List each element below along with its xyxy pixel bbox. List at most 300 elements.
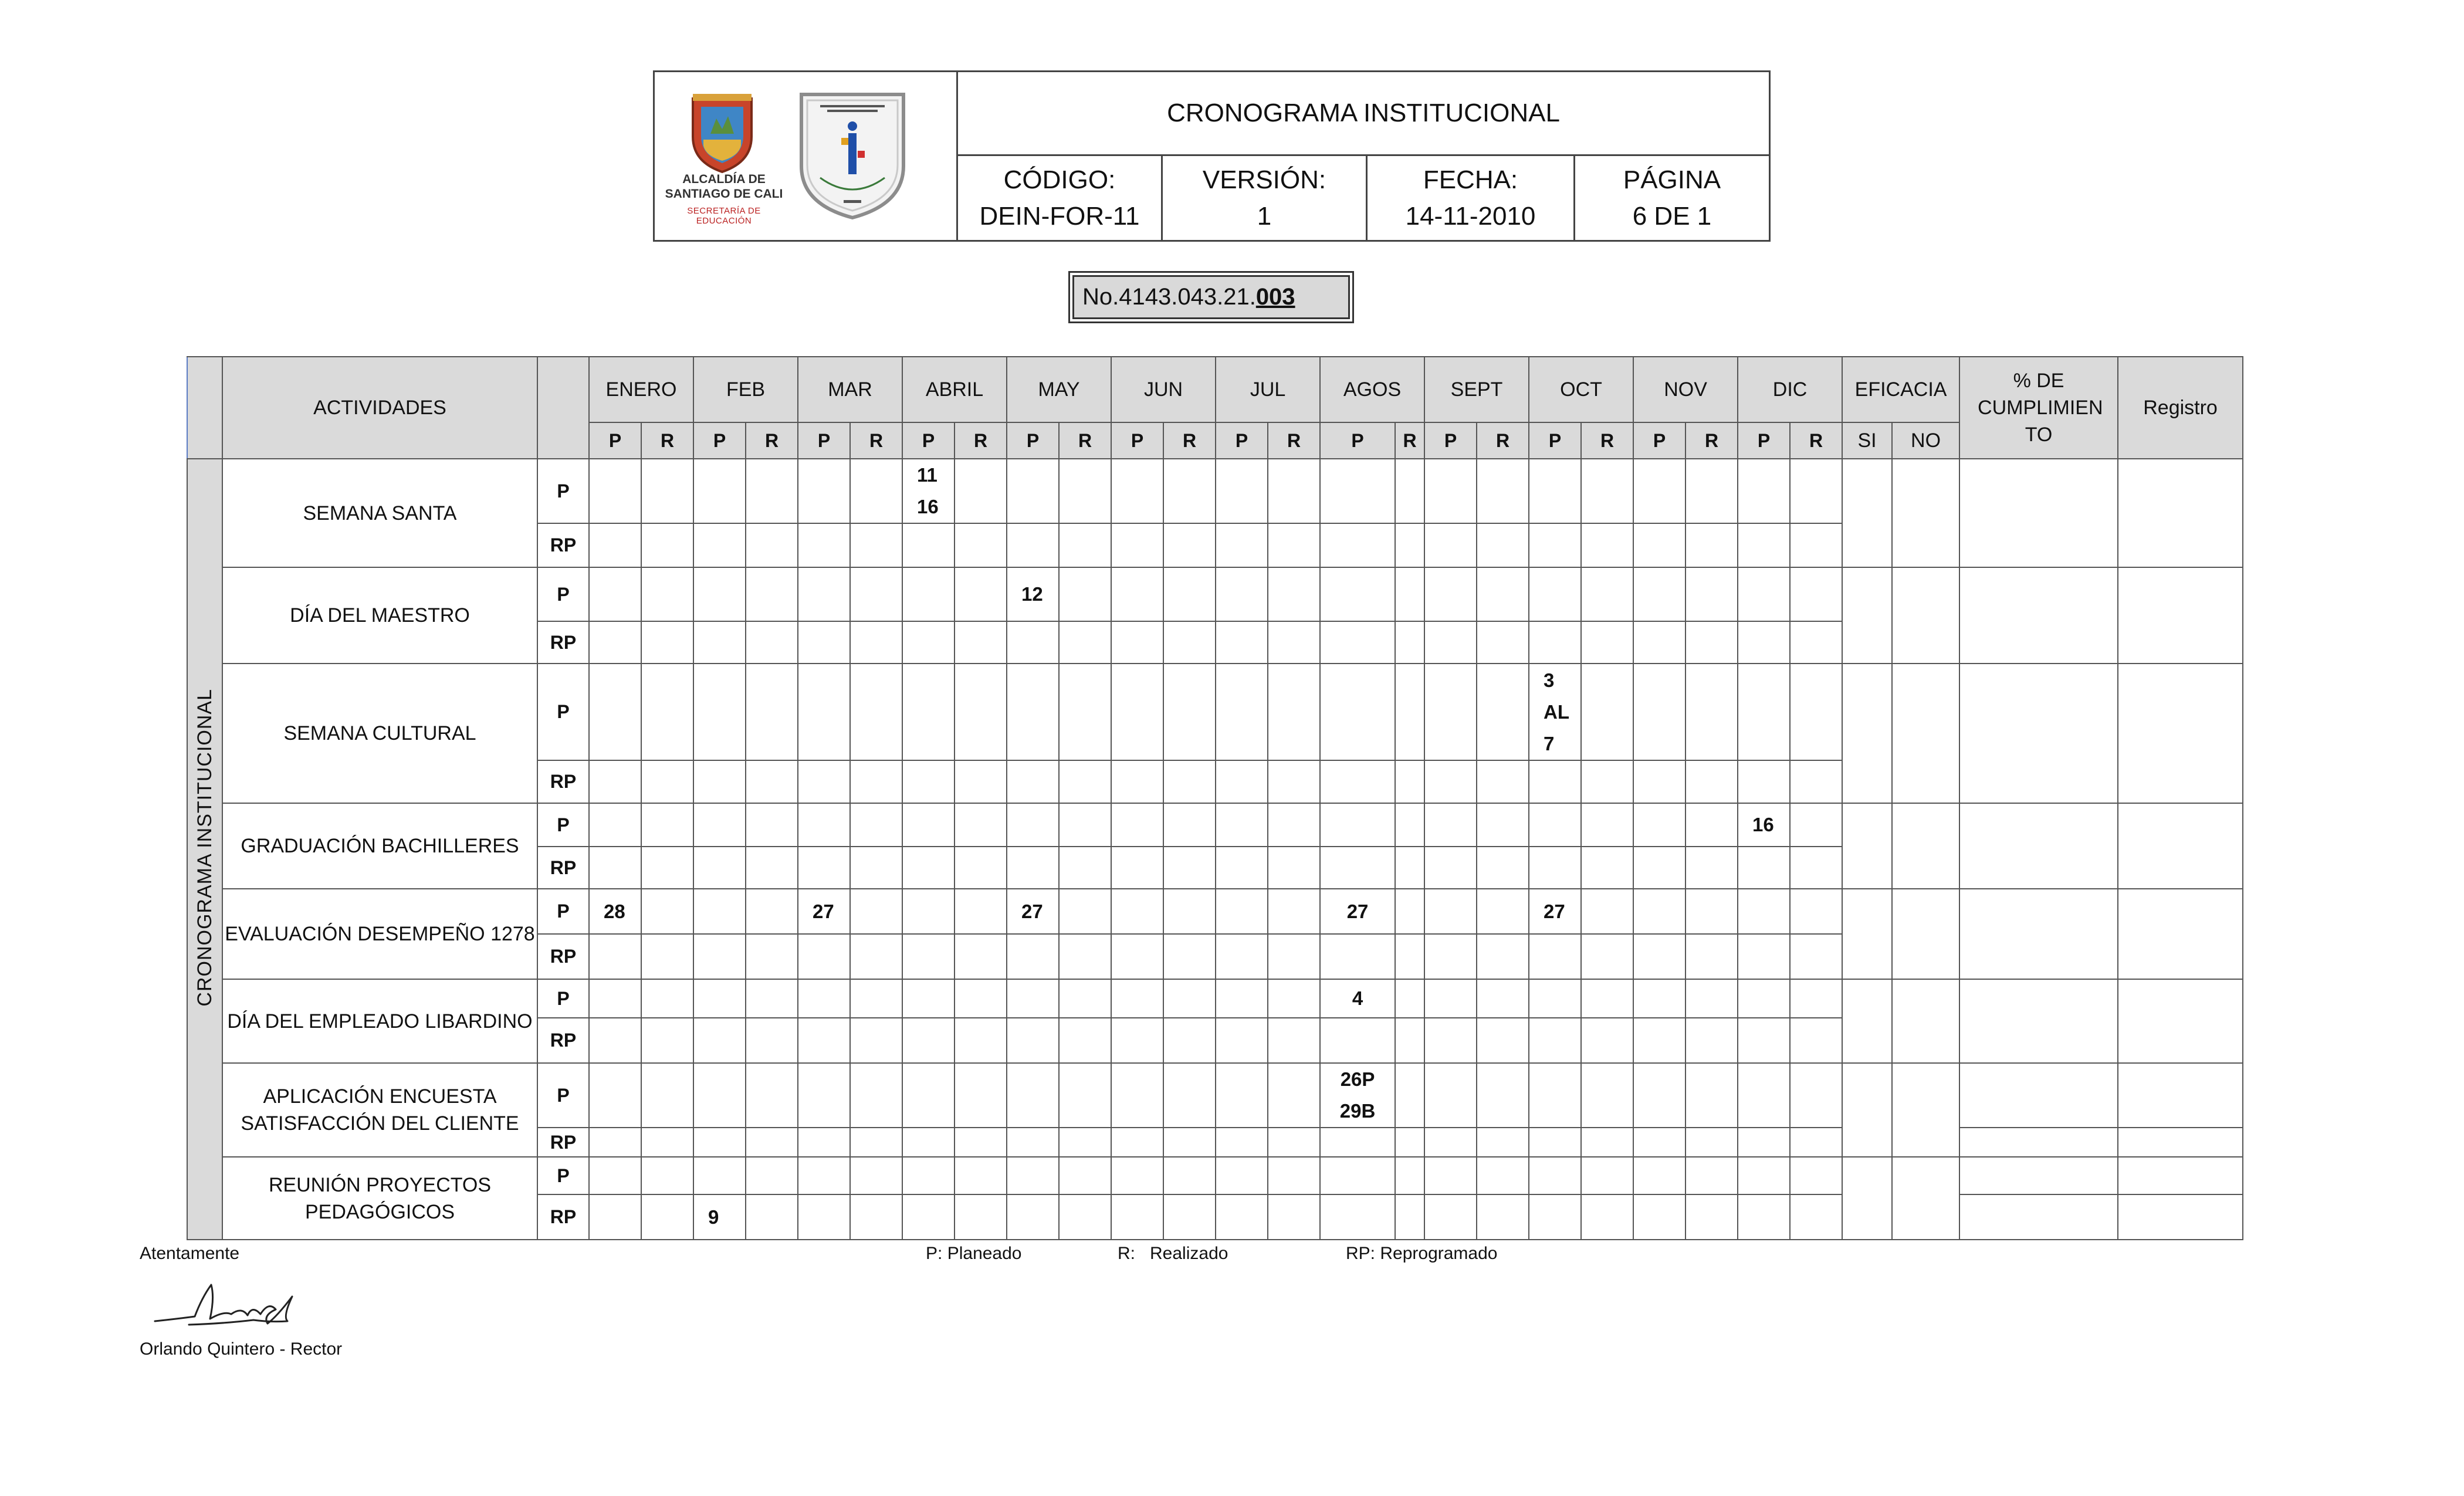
month-cell bbox=[902, 1128, 955, 1157]
month-cell bbox=[1216, 934, 1268, 979]
month-cell bbox=[1216, 523, 1268, 567]
month-cell bbox=[1216, 1018, 1268, 1063]
month-header: SEPT bbox=[1424, 357, 1529, 422]
month-cell bbox=[798, 934, 850, 979]
month-cell bbox=[1163, 803, 1216, 847]
month-cell bbox=[1007, 934, 1059, 979]
month-cell bbox=[1738, 664, 1790, 760]
sub-header-r: R bbox=[1685, 422, 1738, 459]
month-cell bbox=[1633, 934, 1685, 979]
registro-cell bbox=[2118, 803, 2243, 889]
month-cell bbox=[693, 621, 746, 664]
month-cell bbox=[1790, 979, 1842, 1018]
registro-cell bbox=[2118, 567, 2243, 664]
registro-cell bbox=[2118, 889, 2243, 979]
cumplimiento-cell bbox=[1959, 889, 2118, 979]
month-cell bbox=[1268, 664, 1320, 760]
month-cell bbox=[1111, 1194, 1163, 1240]
month-cell bbox=[1216, 1063, 1268, 1128]
month-cell bbox=[1424, 567, 1477, 621]
month-cell bbox=[1581, 1128, 1633, 1157]
month-cell bbox=[850, 459, 902, 523]
month-cell bbox=[1477, 1128, 1529, 1157]
month-cell bbox=[1163, 847, 1216, 889]
month-cell bbox=[1633, 847, 1685, 889]
month-cell bbox=[1111, 1063, 1163, 1128]
month-cell bbox=[1633, 664, 1685, 760]
month-cell bbox=[1685, 760, 1738, 803]
month-cell bbox=[1424, 1128, 1477, 1157]
month-cell bbox=[1685, 1157, 1738, 1194]
month-cell bbox=[850, 1194, 902, 1240]
month-cell bbox=[1424, 621, 1477, 664]
month-cell bbox=[1424, 847, 1477, 889]
closing-text: Atentamente bbox=[140, 1244, 240, 1263]
header-blank bbox=[187, 357, 222, 459]
month-cell bbox=[1059, 664, 1111, 760]
eficacia-si-cell bbox=[1842, 979, 1892, 1063]
month-cell bbox=[1685, 459, 1738, 523]
document-title: CRONOGRAMA INSTITUCIONAL bbox=[958, 72, 1769, 156]
sub-header-p: P bbox=[1633, 422, 1685, 459]
month-cell bbox=[1477, 1194, 1529, 1240]
month-cell bbox=[1581, 803, 1633, 847]
date-cell: 27 bbox=[1529, 889, 1581, 934]
month-cell bbox=[1685, 803, 1738, 847]
month-cell bbox=[1059, 1018, 1111, 1063]
month-cell bbox=[1320, 621, 1395, 664]
month-cell bbox=[1685, 621, 1738, 664]
month-cell bbox=[746, 1018, 798, 1063]
month-cell bbox=[1529, 567, 1581, 621]
month-cell bbox=[1111, 889, 1163, 934]
month-cell bbox=[746, 1063, 798, 1128]
month-cell bbox=[1268, 1194, 1320, 1240]
activity-row-planned bbox=[187, 1063, 2243, 1128]
month-cell bbox=[902, 523, 955, 567]
activity-row-planned bbox=[187, 889, 2243, 934]
cumplimiento-cell bbox=[1959, 1128, 2118, 1157]
row-type: RP bbox=[537, 760, 589, 803]
month-header: MAR bbox=[798, 357, 902, 422]
month-cell bbox=[1111, 979, 1163, 1018]
sub-header-r: R bbox=[1477, 422, 1529, 459]
month-cell bbox=[1268, 1157, 1320, 1194]
month-cell bbox=[746, 803, 798, 847]
month-cell bbox=[1007, 621, 1059, 664]
month-cell bbox=[1581, 979, 1633, 1018]
month-cell bbox=[641, 979, 693, 1018]
sub-header-p: P bbox=[1738, 422, 1790, 459]
cumplimiento-cell bbox=[1959, 664, 2118, 803]
sub-header-r: R bbox=[850, 422, 902, 459]
month-cell bbox=[1216, 621, 1268, 664]
registro-cell bbox=[2118, 1194, 2243, 1240]
month-cell bbox=[1424, 979, 1477, 1018]
type-header bbox=[537, 357, 589, 459]
month-cell bbox=[641, 889, 693, 934]
month-header: JUL bbox=[1216, 357, 1320, 422]
cumplimiento-cell bbox=[1959, 1194, 2118, 1240]
month-cell bbox=[1477, 760, 1529, 803]
month-cell bbox=[693, 1063, 746, 1128]
month-cell bbox=[1477, 664, 1529, 760]
month-cell bbox=[1529, 459, 1581, 523]
date-cell: 27 bbox=[1320, 889, 1395, 934]
signer-name: Orlando Quintero - Rector bbox=[140, 1339, 343, 1359]
month-cell bbox=[1738, 1194, 1790, 1240]
month-cell bbox=[1059, 979, 1111, 1018]
month-cell bbox=[798, 459, 850, 523]
month-cell bbox=[955, 934, 1007, 979]
date-cell: 16 bbox=[1738, 803, 1790, 847]
registro-cell bbox=[2118, 1128, 2243, 1157]
month-cell bbox=[1790, 621, 1842, 664]
month-cell bbox=[850, 889, 902, 934]
document-header bbox=[653, 70, 1771, 242]
date-cell: 12 bbox=[1007, 567, 1059, 621]
month-cell bbox=[693, 934, 746, 979]
month-cell bbox=[902, 1157, 955, 1194]
month-cell bbox=[1633, 459, 1685, 523]
month-cell bbox=[1738, 523, 1790, 567]
month-cell bbox=[1790, 760, 1842, 803]
month-cell bbox=[1633, 1157, 1685, 1194]
month-cell bbox=[641, 1194, 693, 1240]
month-cell bbox=[1320, 459, 1395, 523]
month-cell bbox=[1395, 1128, 1424, 1157]
month-cell bbox=[1477, 621, 1529, 664]
month-cell bbox=[746, 664, 798, 760]
month-cell bbox=[1395, 1063, 1424, 1128]
month-cell bbox=[1059, 889, 1111, 934]
city-name: ALCALDÍA DE SANTIAGO DE CALI bbox=[665, 172, 783, 201]
month-cell bbox=[589, 1063, 641, 1128]
month-cell bbox=[641, 459, 693, 523]
month-cell bbox=[1268, 889, 1320, 934]
month-cell bbox=[1059, 1128, 1111, 1157]
month-cell bbox=[1529, 621, 1581, 664]
eficacia-no-cell bbox=[1892, 1157, 1959, 1240]
month-cell bbox=[746, 934, 798, 979]
eficacia-si-cell bbox=[1842, 1063, 1892, 1157]
month-cell bbox=[1424, 934, 1477, 979]
month-cell bbox=[1738, 934, 1790, 979]
month-cell bbox=[1477, 1018, 1529, 1063]
month-cell bbox=[1216, 567, 1268, 621]
eficacia-no-cell bbox=[1892, 889, 1959, 979]
month-cell bbox=[1320, 934, 1395, 979]
activity-name: GRADUACIÓN BACHILLERES bbox=[222, 803, 537, 889]
month-cell bbox=[1320, 1157, 1395, 1194]
cumplimiento-cell bbox=[1959, 459, 2118, 567]
sub-header-r: R bbox=[641, 422, 693, 459]
row-type: RP bbox=[537, 847, 589, 889]
month-cell bbox=[1529, 1018, 1581, 1063]
month-cell bbox=[1059, 621, 1111, 664]
registro-cell bbox=[2118, 1157, 2243, 1194]
month-cell bbox=[1007, 1128, 1059, 1157]
month-cell bbox=[1424, 1018, 1477, 1063]
month-cell bbox=[1163, 889, 1216, 934]
month-cell bbox=[798, 523, 850, 567]
month-cell bbox=[1111, 664, 1163, 760]
meta-version: VERSIÓN: 1 bbox=[1163, 156, 1368, 240]
month-cell bbox=[1268, 567, 1320, 621]
eficacia-no-cell bbox=[1892, 1063, 1959, 1157]
registro-header: Registro bbox=[2118, 357, 2243, 459]
month-cell bbox=[1268, 1128, 1320, 1157]
month-cell bbox=[1424, 803, 1477, 847]
sub-header-p: P bbox=[1111, 422, 1163, 459]
month-header: MAY bbox=[1007, 357, 1111, 422]
sub-header-p: P bbox=[693, 422, 746, 459]
activity-row-planned bbox=[187, 664, 2243, 760]
city-crest-icon bbox=[687, 93, 757, 175]
month-cell bbox=[1633, 1018, 1685, 1063]
month-cell bbox=[1216, 760, 1268, 803]
month-cell bbox=[955, 760, 1007, 803]
sub-header-p: P bbox=[1424, 422, 1477, 459]
month-cell bbox=[1529, 1128, 1581, 1157]
school-logo-icon bbox=[797, 90, 908, 222]
row-type: RP bbox=[537, 621, 589, 664]
month-cell bbox=[1163, 523, 1216, 567]
month-cell bbox=[1529, 1063, 1581, 1128]
month-cell bbox=[746, 621, 798, 664]
month-cell bbox=[1685, 567, 1738, 621]
month-cell bbox=[850, 1128, 902, 1157]
date-cell: 11 16 bbox=[902, 459, 955, 523]
date-cell: 27 bbox=[1007, 889, 1059, 934]
activity-name: APLICACIÓN ENCUESTA SATISFACCIÓN DEL CLIENTE bbox=[222, 1063, 537, 1157]
activity-name: REUNIÓN PROYECTOS PEDAGÓGICOS bbox=[222, 1157, 537, 1240]
month-cell bbox=[1059, 847, 1111, 889]
month-cell bbox=[746, 760, 798, 803]
month-cell bbox=[850, 1063, 902, 1128]
activity-name: DÍA DEL EMPLEADO LIBARDINO bbox=[222, 979, 537, 1063]
month-cell bbox=[641, 664, 693, 760]
date-cell: 26P 29B bbox=[1320, 1063, 1395, 1128]
month-cell bbox=[1320, 760, 1395, 803]
month-cell bbox=[641, 803, 693, 847]
signature-image bbox=[154, 1280, 300, 1330]
month-cell bbox=[850, 803, 902, 847]
month-cell bbox=[902, 889, 955, 934]
month-cell bbox=[1268, 621, 1320, 664]
month-cell bbox=[955, 889, 1007, 934]
month-cell bbox=[1790, 1194, 1842, 1240]
month-cell bbox=[902, 1063, 955, 1128]
month-cell bbox=[1163, 1018, 1216, 1063]
month-cell bbox=[641, 567, 693, 621]
date-cell: 9 bbox=[693, 1194, 746, 1240]
cumplimiento-cell bbox=[1959, 803, 2118, 889]
month-cell bbox=[1007, 847, 1059, 889]
month-cell bbox=[589, 803, 641, 847]
month-cell bbox=[1111, 760, 1163, 803]
month-cell bbox=[1216, 1157, 1268, 1194]
month-cell bbox=[1111, 934, 1163, 979]
month-cell bbox=[850, 621, 902, 664]
month-cell bbox=[1424, 1157, 1477, 1194]
sub-header-r: R bbox=[955, 422, 1007, 459]
date-cell: 27 bbox=[798, 889, 850, 934]
month-cell bbox=[1633, 1194, 1685, 1240]
month-cell bbox=[1268, 934, 1320, 979]
month-cell bbox=[1581, 621, 1633, 664]
month-cell bbox=[1424, 1194, 1477, 1240]
month-cell bbox=[1268, 1018, 1320, 1063]
month-cell bbox=[1790, 664, 1842, 760]
month-cell bbox=[1216, 1194, 1268, 1240]
month-cell bbox=[693, 1128, 746, 1157]
month-cell bbox=[1424, 1063, 1477, 1128]
month-cell bbox=[641, 760, 693, 803]
month-cell bbox=[1395, 979, 1424, 1018]
month-cell bbox=[798, 1128, 850, 1157]
month-cell bbox=[641, 847, 693, 889]
month-cell bbox=[955, 847, 1007, 889]
month-cell bbox=[641, 1018, 693, 1063]
month-cell bbox=[1790, 1018, 1842, 1063]
row-type: RP bbox=[537, 1128, 589, 1157]
month-cell bbox=[1685, 1063, 1738, 1128]
month-cell bbox=[1216, 803, 1268, 847]
month-cell bbox=[955, 664, 1007, 760]
date-cell: 28 bbox=[589, 889, 641, 934]
month-cell bbox=[746, 1157, 798, 1194]
month-cell bbox=[955, 567, 1007, 621]
secretaria-label: SECRETARÍA DE EDUCACIÓN bbox=[687, 206, 761, 226]
month-cell bbox=[1790, 934, 1842, 979]
activity-name: SEMANA CULTURAL bbox=[222, 664, 537, 803]
month-cell bbox=[955, 803, 1007, 847]
month-cell bbox=[1581, 1018, 1633, 1063]
month-cell bbox=[1633, 523, 1685, 567]
month-cell bbox=[955, 1128, 1007, 1157]
month-cell bbox=[850, 934, 902, 979]
month-cell bbox=[1007, 760, 1059, 803]
month-cell bbox=[798, 621, 850, 664]
month-cell bbox=[1738, 1128, 1790, 1157]
month-cell bbox=[1216, 459, 1268, 523]
month-cell bbox=[1059, 934, 1111, 979]
month-cell bbox=[1477, 889, 1529, 934]
month-cell bbox=[1007, 1018, 1059, 1063]
month-cell bbox=[1581, 847, 1633, 889]
month-cell bbox=[1424, 760, 1477, 803]
month-cell bbox=[1790, 523, 1842, 567]
month-cell bbox=[1395, 567, 1424, 621]
month-cell bbox=[589, 979, 641, 1018]
month-cell bbox=[589, 934, 641, 979]
activity-name: SEMANA SANTA bbox=[222, 459, 537, 567]
side-label-cell bbox=[187, 459, 222, 1240]
sub-header-r: R bbox=[1790, 422, 1842, 459]
month-cell bbox=[1581, 889, 1633, 934]
month-cell bbox=[1320, 567, 1395, 621]
row-type: RP bbox=[537, 934, 589, 979]
month-cell bbox=[1395, 523, 1424, 567]
month-cell bbox=[641, 934, 693, 979]
month-cell bbox=[589, 847, 641, 889]
month-cell bbox=[641, 1128, 693, 1157]
month-cell bbox=[1268, 803, 1320, 847]
eficacia-si-cell bbox=[1842, 664, 1892, 803]
eficacia-si-cell bbox=[1842, 567, 1892, 664]
month-cell bbox=[1059, 1194, 1111, 1240]
registro-cell bbox=[2118, 979, 2243, 1063]
month-cell bbox=[1163, 1128, 1216, 1157]
activity-name: EVALUACIÓN DESEMPEÑO 1278 bbox=[222, 889, 537, 979]
month-cell bbox=[1007, 664, 1059, 760]
month-cell bbox=[1633, 979, 1685, 1018]
month-cell bbox=[1059, 523, 1111, 567]
month-cell bbox=[1738, 1018, 1790, 1063]
month-cell bbox=[1007, 1157, 1059, 1194]
month-cell bbox=[798, 1194, 850, 1240]
month-cell bbox=[1268, 760, 1320, 803]
month-cell bbox=[1477, 1157, 1529, 1194]
month-cell bbox=[1685, 934, 1738, 979]
month-cell bbox=[902, 1018, 955, 1063]
month-cell bbox=[902, 760, 955, 803]
month-cell bbox=[746, 1194, 798, 1240]
month-cell bbox=[693, 760, 746, 803]
month-cell bbox=[1738, 979, 1790, 1018]
month-cell bbox=[1320, 664, 1395, 760]
month-cell bbox=[693, 889, 746, 934]
month-cell bbox=[1685, 1194, 1738, 1240]
month-cell bbox=[1111, 803, 1163, 847]
month-header: AGOS bbox=[1320, 357, 1424, 422]
eficacia-si-cell bbox=[1842, 459, 1892, 567]
month-cell bbox=[1581, 1194, 1633, 1240]
month-cell bbox=[1320, 1018, 1395, 1063]
month-cell bbox=[850, 567, 902, 621]
month-cell bbox=[1477, 459, 1529, 523]
sub-header-r: R bbox=[1163, 422, 1216, 459]
month-cell bbox=[1216, 979, 1268, 1018]
month-cell bbox=[1059, 567, 1111, 621]
month-cell bbox=[589, 1157, 641, 1194]
activity-row-planned bbox=[187, 567, 2243, 621]
month-cell bbox=[1685, 979, 1738, 1018]
month-cell bbox=[1685, 1018, 1738, 1063]
month-cell bbox=[693, 803, 746, 847]
eficacia-si-cell bbox=[1842, 1157, 1892, 1240]
month-cell bbox=[746, 847, 798, 889]
month-cell bbox=[1685, 847, 1738, 889]
sub-header-p: P bbox=[1007, 422, 1059, 459]
sub-header-p: P bbox=[798, 422, 850, 459]
month-cell bbox=[589, 1128, 641, 1157]
month-cell bbox=[589, 760, 641, 803]
month-cell bbox=[1633, 760, 1685, 803]
month-cell bbox=[1268, 847, 1320, 889]
month-cell bbox=[1163, 621, 1216, 664]
month-cell bbox=[850, 760, 902, 803]
month-cell bbox=[902, 1194, 955, 1240]
month-cell bbox=[1581, 459, 1633, 523]
month-cell bbox=[1320, 523, 1395, 567]
meta-codigo: CÓDIGO: DEIN-FOR-11 bbox=[958, 156, 1163, 240]
month-cell bbox=[1320, 803, 1395, 847]
month-cell bbox=[1216, 847, 1268, 889]
month-cell bbox=[1477, 934, 1529, 979]
month-cell bbox=[850, 847, 902, 889]
